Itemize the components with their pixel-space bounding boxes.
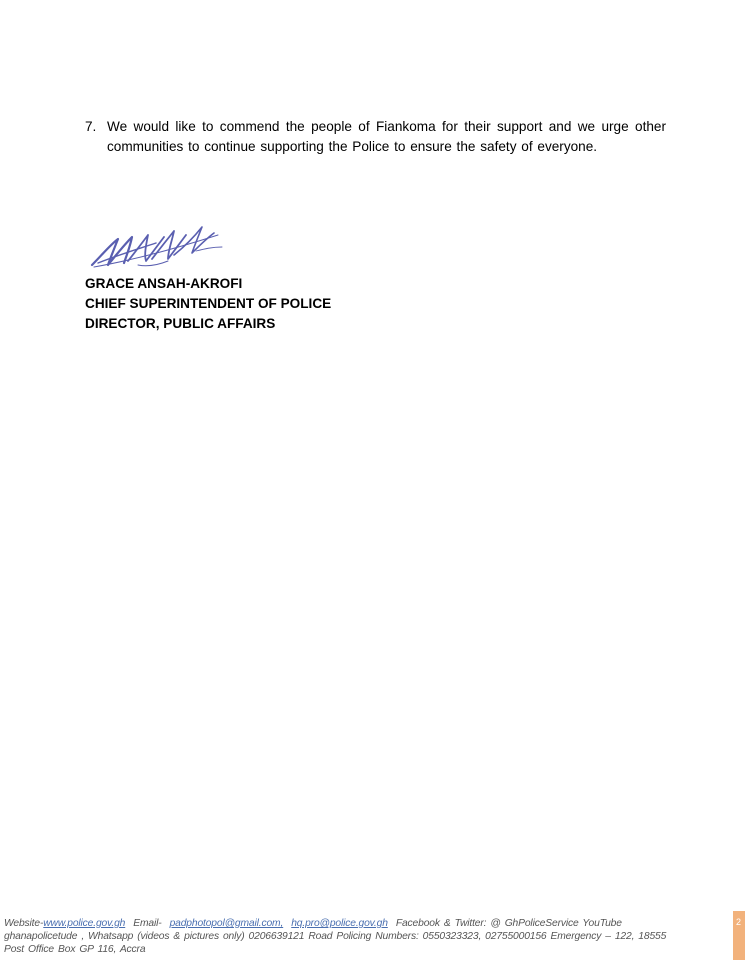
footer-line-1	[4, 917, 728, 930]
email-link-1[interactable]: padphotopol@gmail.com,	[169, 918, 284, 929]
signatory-block	[85, 274, 331, 334]
website-label: Website-	[4, 918, 44, 929]
signatory-rank: CHIEF SUPERINTENDENT OF POLICE	[85, 296, 332, 311]
footer-line-3: Post Office Box GP 116, Accra	[4, 944, 146, 955]
signature-image	[88, 215, 228, 277]
website-link[interactable]: www.police.gov.gh	[43, 918, 126, 929]
paragraph-number: 7.	[85, 119, 97, 134]
email-label: Email-	[133, 918, 162, 929]
numbered-paragraph	[85, 117, 666, 157]
footer	[4, 917, 728, 956]
signatory-title: DIRECTOR, PUBLIC AFFAIRS	[85, 316, 276, 331]
page-number-tab	[733, 911, 745, 960]
footer-line-2: ghanapolicetude , Whatsapp (videos & pictures only) 0206639121 Road Policing Numbers: 0550323323, 02755000156 Emergency – 122, 18555	[4, 931, 667, 942]
page-number: 2	[736, 917, 742, 927]
paragraph-text: We would like to commend the people of Fiankoma for their support and we urge other communities to continue supporting the Police to ensure the safety of everyone.	[107, 119, 666, 154]
signature-icon	[88, 215, 228, 277]
signatory-name: GRACE ANSAH-AKROFI	[85, 276, 243, 291]
email-link-2[interactable]: hq.pro@police.gov.gh	[291, 918, 388, 929]
social-text: Facebook & Twitter: @ GhPoliceService YouTube	[395, 918, 622, 929]
